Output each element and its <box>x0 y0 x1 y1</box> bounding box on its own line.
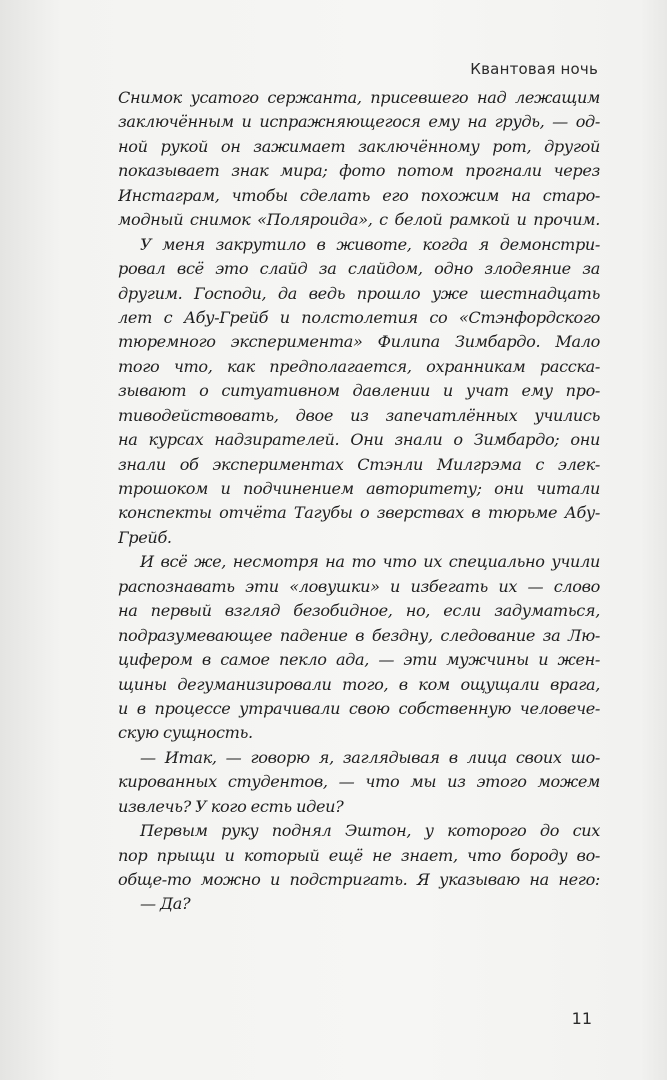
text-line: распознавать эти «ловушки» и избегать их — слово <box>118 576 600 596</box>
text-line: обще-то можно и подстригать. Я указываю на него: <box>118 870 600 889</box>
page-number: 11 <box>571 1009 592 1028</box>
text-line: зывают о ситуативном давлении и учат ему про- <box>118 381 600 401</box>
paragraph <box>118 233 600 551</box>
text-line: — Итак, — говорю я, заглядывая в лица своих шо- <box>140 747 600 767</box>
text-line: Снимок усатого сержанта, присевшего над лежащим <box>118 88 600 107</box>
paragraph <box>118 892 600 916</box>
text-line: заключённым и испражняющегося ему на грудь, — од- <box>118 112 600 132</box>
text-line: тиводействовать, двое из запечатлённых учились <box>118 405 600 425</box>
text-line: щины дегуманизировали того, в ком ощущали врага, <box>118 674 600 694</box>
text-line: знали об экспериментах Стэнли Милгрэма с элек- <box>118 454 600 474</box>
text-line: конспекты отчёта Тагубы о зверствах в тюрьме Абу- <box>118 503 600 523</box>
paragraph <box>118 550 600 746</box>
text-line: Грейб. <box>118 527 172 547</box>
text-line: Инстаграм, чтобы сделать его похожим на старо- <box>118 185 600 205</box>
text-line: на курсах надзирателей. Они знали о Зимбардо; они <box>118 430 600 450</box>
body-text <box>118 86 600 917</box>
text-line: лет с Абу-Грейб и полстолетия со «Стэнфордского <box>118 307 600 327</box>
text-line: И всё же, несмотря на то что их специально учили <box>140 552 600 572</box>
paragraph <box>118 86 600 233</box>
text-line: другим. Господи, да ведь прошло уже шестнадцать <box>118 283 600 303</box>
paragraph <box>118 746 600 819</box>
text-line: пор прыщи и который ещё не знает, что бороду во- <box>118 845 600 865</box>
text-line: показывает знак мира; фото потом прогнали через <box>118 161 600 181</box>
text-line: на первый взгляд безобидное, но, если задуматься, <box>118 601 600 621</box>
text-line: У меня закрутило в животе, когда я демонстри- <box>140 234 600 254</box>
text-line: — Да? <box>140 894 191 914</box>
text-line: ной рукой он зажимает заключённому рот, другой <box>118 136 600 156</box>
paragraph <box>118 819 600 892</box>
text-line: Первым руку поднял Эштон, у которого до сих <box>140 821 600 841</box>
text-line: ровал всё это слайд за слайдом, одно злодеяние за <box>118 259 600 279</box>
running-head: Квантовая ночь <box>470 60 598 78</box>
text-line: модный снимок «Поляроида», с белой рамкой и прочим. <box>118 210 600 230</box>
text-line: тюремного эксперимента» Филипа Зимбардо. Мало <box>118 332 600 352</box>
text-line: и в процессе утрачивали свою собственную человече- <box>118 698 600 718</box>
text-line: скую сущность. <box>118 723 253 743</box>
text-line: трошоком и подчинением авторитету; они читали <box>118 479 600 498</box>
text-line: извлечь? У кого есть идеи? <box>118 796 344 816</box>
text-line: цифером в самое пекло ада, — эти мужчины и жен- <box>118 650 600 670</box>
text-line: подразумевающее падение в бездну, следование за Лю- <box>118 625 600 645</box>
text-line: кированных студентов, — что мы из этого можем <box>118 772 600 792</box>
text-line: того что, как предполагается, охранникам расска- <box>118 356 600 376</box>
